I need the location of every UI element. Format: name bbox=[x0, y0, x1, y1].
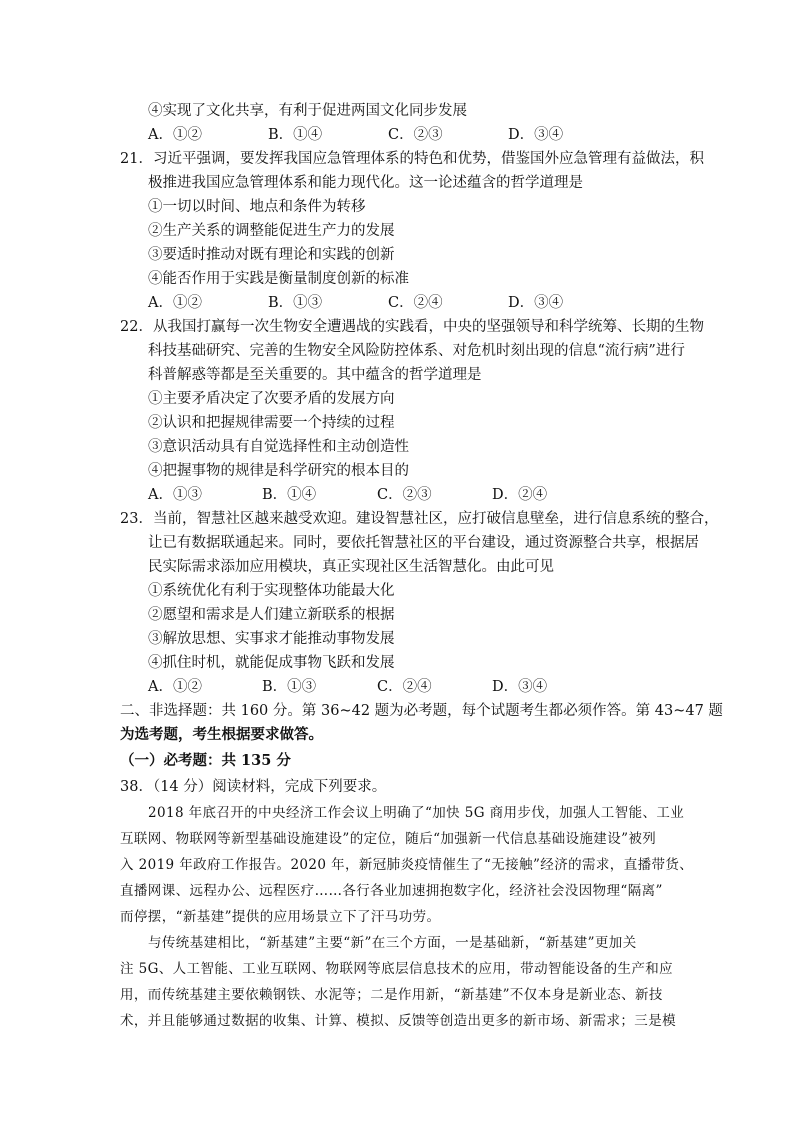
q23-item-3: ③解放思想、实事求才能推动事物发展 bbox=[148, 631, 395, 647]
q20-option-c: C．②③ bbox=[388, 127, 443, 143]
q38-para1-line: 2018 年底召开的中央经济工作会议上明确了“加快 5G 商用步伐，加强人工智能、工业 bbox=[148, 805, 685, 821]
q22-item-4: ④把握事物的规律是科学研究的根本目的 bbox=[148, 463, 409, 479]
q23-option-c: C．②④ bbox=[377, 679, 432, 695]
q22-item-3: ③意识活动具有自觉选择性和主动创造性 bbox=[148, 439, 409, 455]
q23-option-a: A．①② bbox=[148, 679, 202, 695]
q21-item-1: ①一切以时间、地点和条件为转移 bbox=[148, 199, 366, 215]
q21-item-2: ②生产关系的调整能促进生产力的发展 bbox=[148, 223, 395, 239]
q20-option-d: D．③④ bbox=[508, 127, 564, 143]
q21-item-4: ④能否作用于实践是衡量制度创新的标准 bbox=[148, 271, 409, 287]
q23-stem: 23．当前，智慧社区越来越受欢迎。建设智慧社区，应打破信息壁垒，进行信息系统的整合， bbox=[120, 511, 719, 527]
q22-option-d: D．②④ bbox=[492, 487, 548, 503]
q38-para2-line: 注 5G、人工智能、工业互联网、物联网等底层信息技术的应用，带动智能设备的生产和应 bbox=[120, 961, 674, 977]
q22-stem-cont-1: 科技基础研究、完善的生物安全风险防控体系、对危机时刻出现的信息“流行病”进行 bbox=[148, 343, 685, 359]
q21-option-a: A．①② bbox=[148, 295, 202, 311]
q23-option-d: D．③④ bbox=[492, 679, 548, 695]
q23-option-b: B．①③ bbox=[262, 679, 317, 695]
q23-item-4: ④抓住时机，就能促成事物飞跃和发展 bbox=[148, 655, 395, 671]
q22-item-1: ①主要矛盾决定了次要矛盾的发展方向 bbox=[148, 391, 395, 407]
q21-item-3: ③要适时推动对既有理论和实践的创新 bbox=[148, 247, 395, 263]
q23-stem-cont-2: 民实际需求添加应用模块，真正实现社区生活智慧化。由此可见 bbox=[148, 559, 554, 575]
q21-stem-cont: 极推进我国应急管理体系和能力现代化。这一论述蕴含的哲学道理是 bbox=[148, 175, 583, 191]
q23-stem-cont-1: 让已有数据联通起来。同时，要依托智慧社区的平台建设，通过资源整合共享，根据居 bbox=[148, 535, 699, 551]
q23-item-1: ①系统优化有利于实现整体功能最大化 bbox=[148, 583, 395, 599]
section-2-subheading: （一）必考题：共 135 分 bbox=[120, 752, 291, 769]
q23-item-2: ②愿望和需求是人们建立新联系的根据 bbox=[148, 607, 395, 623]
q38-para1-line: 而停摆，“新基建”提供的应用场景立下了汗马功劳。 bbox=[120, 909, 441, 925]
q38-para2-line: 与传统基建相比，“新基建”主要“新”在三个方面，一是基础新，“新基建”更加关 bbox=[148, 935, 637, 951]
q22-option-a: A．①③ bbox=[148, 487, 202, 503]
q22-option-c: C．②③ bbox=[377, 487, 432, 503]
section-2-heading: 二、非选择题：共 160 分。第 36~42 题为必考题，每个试题考生都必须作答。第 43~47 题 bbox=[120, 703, 723, 719]
q22-item-2: ②认识和把握规律需要一个持续的过程 bbox=[148, 415, 395, 431]
q38-para2-line: 用，而传统基建主要依赖钢铁、水泥等；二是作用新，“新基建”不仅本身是新业态、新技 bbox=[120, 987, 663, 1003]
q38-para2-line: 术，并且能够通过数据的收集、计算、模拟、反馈等创造出更多的新市场、新需求；三是模 bbox=[120, 1013, 676, 1029]
q38-para1-line: 直播网课、远程办公、远程医疗……各行各业加速拥抱数字化，经济社会没因物理“隔离” bbox=[120, 883, 663, 899]
q38-para1-line: 互联网、物联网等新型基础设施建设”的定位，随后“加强新一代信息基础设施建设”被列 bbox=[120, 831, 657, 847]
q22-option-b: B．①④ bbox=[262, 487, 317, 503]
q20-option-b: B．①④ bbox=[268, 127, 323, 143]
q38-stem: 38．（14 分）阅读材料，完成下列要求。 bbox=[120, 779, 387, 795]
section-2-heading-cont: 为选考题，考生根据要求做答。 bbox=[120, 726, 323, 743]
q21-stem: 21．习近平强调，要发挥我国应急管理体系的特色和优势，借鉴国外应急管理有益做法，积 bbox=[120, 151, 704, 167]
q20-option-a: A．①② bbox=[148, 127, 202, 143]
q22-stem: 22．从我国打赢每一次生物安全遭遇战的实践看，中央的坚强领导和科学统筹、长期的生物 bbox=[120, 319, 704, 335]
q21-option-d: D．③④ bbox=[508, 295, 564, 311]
q20-item-4: ④实现了文化共享，有利于促进两国文化同步发展 bbox=[148, 103, 467, 119]
q22-stem-cont-2: 科普解惑等都是至关重要的。其中蕴含的哲学道理是 bbox=[148, 367, 482, 383]
q21-option-b: B．①③ bbox=[268, 295, 323, 311]
q38-para1-line: 入 2019 年政府工作报告。2020 年，新冠肺炎疫情催生了“无接触”经济的需求，直播带货、 bbox=[120, 857, 694, 873]
q21-option-c: C．②④ bbox=[388, 295, 443, 311]
